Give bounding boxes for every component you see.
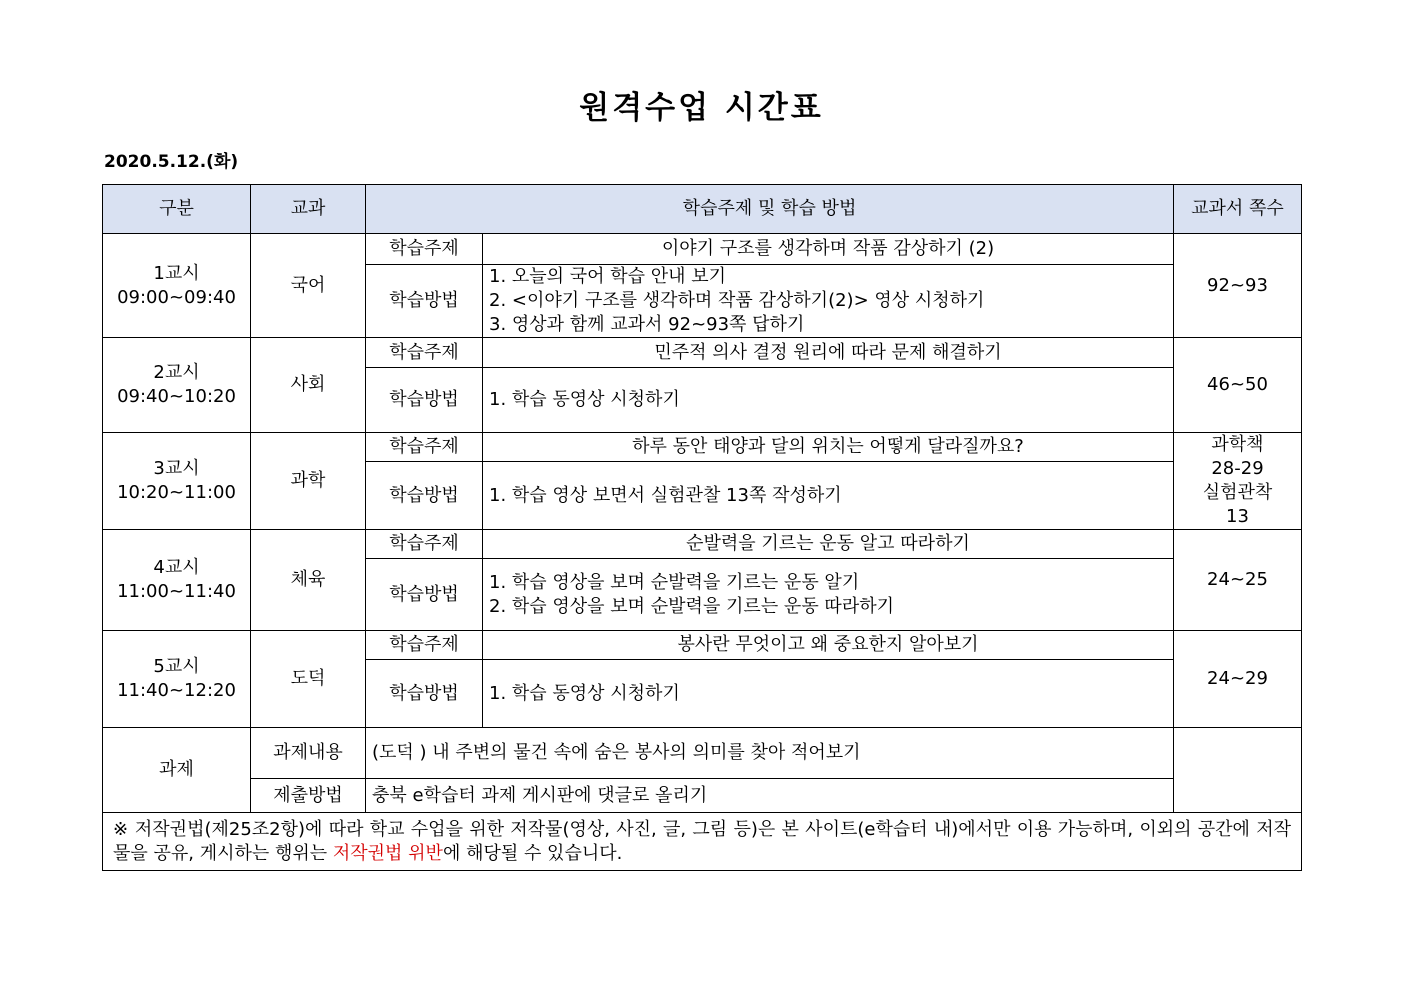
method-list <box>483 559 1174 631</box>
copyright-notice <box>103 813 1302 871</box>
header-row <box>103 185 1302 234</box>
period-time: 11:00~11:40 <box>117 581 236 602</box>
pages-line: 92~93 <box>1207 274 1268 296</box>
subject-cell: 국어 <box>251 234 366 338</box>
assignment-pages-empty <box>1174 728 1302 813</box>
topic-value: 봉사란 무엇이고 왜 중요한지 알아보기 <box>483 631 1174 660</box>
date-label: 2020.5.12.(화) <box>104 152 239 172</box>
topic-value: 민주적 의사 결정 원리에 따라 문제 해결하기 <box>483 338 1174 368</box>
method-item: 3. 영상과 함께 교과서 92~93쪽 답하기 <box>489 314 805 335</box>
pages-line: 24~29 <box>1207 668 1268 689</box>
method-label: 학습방법 <box>366 660 483 728</box>
pages-line: 13 <box>1226 506 1249 527</box>
table-row <box>103 234 1302 265</box>
subject-cell: 과학 <box>251 433 366 530</box>
pages-line: 46~50 <box>1207 374 1268 395</box>
method-item: 1. 오늘의 국어 학습 안내 보기 <box>489 266 727 287</box>
period-cell <box>103 530 251 631</box>
pages-cell <box>1174 530 1302 631</box>
period-number: 1교시 <box>153 262 200 284</box>
period-number: 4교시 <box>153 557 200 578</box>
notice-text-end: 에 해당될 수 있습니다. <box>442 842 623 864</box>
submit-row <box>103 779 1302 813</box>
table-row <box>103 530 1302 559</box>
period-cell <box>103 338 251 433</box>
table-row <box>103 433 1302 462</box>
table-row <box>103 631 1302 660</box>
method-list <box>483 462 1174 530</box>
period-time: 11:40~12:20 <box>117 680 236 701</box>
method-label: 학습방법 <box>366 368 483 433</box>
period-number: 3교시 <box>153 458 200 479</box>
method-item: 2. <이야기 구조를 생각하며 작품 감상하기(2)> 영상 시청하기 <box>489 290 985 311</box>
period-number: 5교시 <box>153 656 200 677</box>
pages-cell <box>1174 433 1302 530</box>
topic-label: 학습주제 <box>366 530 483 559</box>
method-list <box>483 660 1174 728</box>
period-cell <box>103 234 251 338</box>
method-item: 2. 학습 영상을 보며 순발력을 기르는 운동 따라하기 <box>489 595 894 617</box>
method-item: 1. 학습 동영상 시청하기 <box>489 682 680 704</box>
topic-value: 하루 동안 태양과 달의 위치는 어떻게 달라질까요? <box>483 433 1174 462</box>
period-time: 09:40~10:20 <box>117 386 236 407</box>
assignment-row <box>103 728 1302 779</box>
topic-label: 학습주제 <box>366 338 483 368</box>
period-cell <box>103 631 251 728</box>
period-time: 09:00~09:40 <box>117 286 236 308</box>
submit-method: 충북 e학습터 과제 게시판에 댓글로 올리기 <box>366 779 1174 813</box>
header-division: 구분 <box>103 185 251 234</box>
assignment-content: (도덕 ) 내 주변의 물건 속에 숨은 봉사의 의미를 찾아 적어보기 <box>366 728 1174 779</box>
subject-cell: 도덕 <box>251 631 366 728</box>
method-item: 1. 학습 영상을 보며 순발력을 기르는 운동 알기 <box>489 571 860 593</box>
topic-label: 학습주제 <box>366 234 483 265</box>
assignment-label: 과제 <box>103 728 251 813</box>
pages-line: 28-29 <box>1211 458 1264 479</box>
method-list <box>483 265 1174 338</box>
method-label: 학습방법 <box>366 559 483 631</box>
assignment-content-label: 과제내용 <box>251 728 366 779</box>
topic-label: 학습주제 <box>366 631 483 660</box>
method-list <box>483 368 1174 433</box>
notice-text: ※ 저작권법(제25조2항)에 따라 학교 수업을 위한 저작물(영상, 사진, 글, 그림 등)은 본 사이트(e학습터 내)에서만 이용 가능하며, 이외의 공간에 저작물을 공유, 게시하는 행위는 <box>113 818 1291 864</box>
period-cell <box>103 433 251 530</box>
topic-value: 순발력을 기르는 운동 알고 따라하기 <box>483 530 1174 559</box>
submit-method-label: 제출방법 <box>251 779 366 813</box>
pages-cell <box>1174 234 1302 338</box>
notice-highlight: 저작권법 위반 <box>332 842 443 864</box>
topic-label: 학습주제 <box>366 433 483 462</box>
pages-cell <box>1174 631 1302 728</box>
pages-line: 과학책 <box>1211 434 1264 455</box>
period-time: 10:20~11:00 <box>117 482 236 503</box>
method-label: 학습방법 <box>366 462 483 530</box>
header-pages: 교과서 쪽수 <box>1174 185 1302 234</box>
header-subject: 교과 <box>251 185 366 234</box>
header-topic-method: 학습주제 및 학습 방법 <box>366 185 1174 234</box>
method-label: 학습방법 <box>366 265 483 338</box>
subject-cell: 사회 <box>251 338 366 433</box>
pages-line: 실험관착 <box>1202 482 1273 503</box>
topic-value: 이야기 구조를 생각하며 작품 감상하기 (2) <box>483 234 1174 265</box>
method-item: 1. 학습 영상 보면서 실험관찰 13쪽 작성하기 <box>489 484 842 506</box>
table-row <box>103 338 1302 368</box>
page-title: 원격수업 시간표 <box>579 90 824 126</box>
timetable <box>102 184 1302 871</box>
method-item: 1. 학습 동영상 시청하기 <box>489 389 680 410</box>
period-number: 2교시 <box>153 362 200 383</box>
notice-row <box>103 813 1302 871</box>
subject-cell: 체육 <box>251 530 366 631</box>
pages-line: 24~25 <box>1207 569 1268 590</box>
pages-cell <box>1174 338 1302 433</box>
